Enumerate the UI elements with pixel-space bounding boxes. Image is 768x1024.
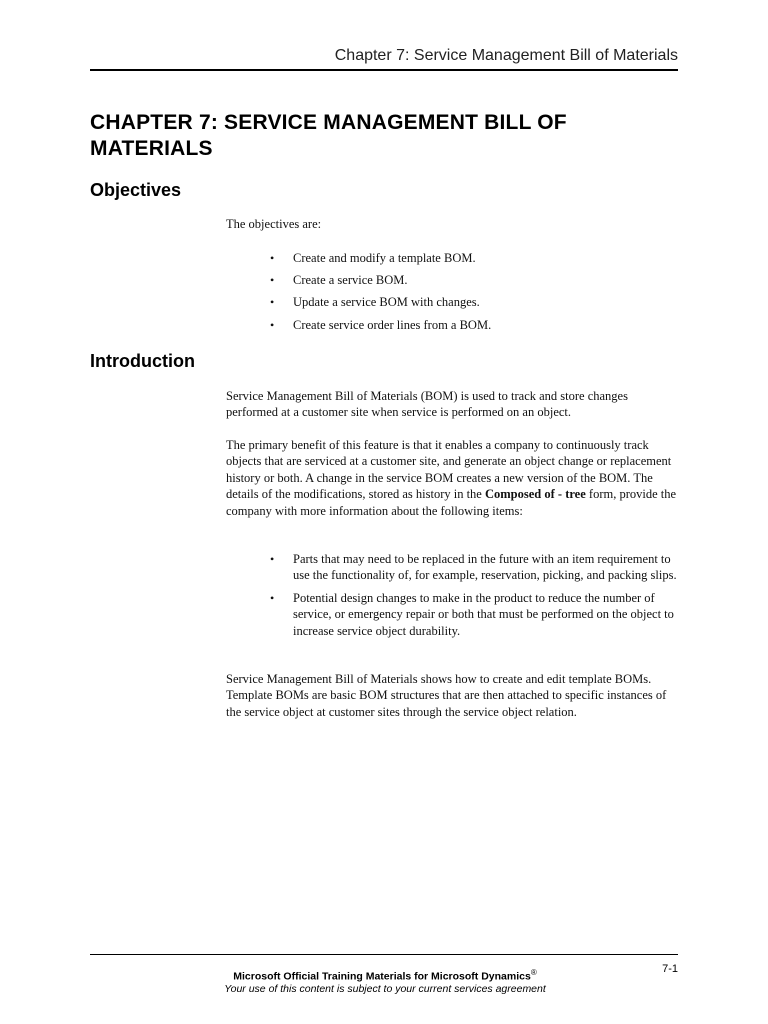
bullet-icon: •	[270, 295, 275, 310]
composed-of-tree-form-name: Composed of - tree	[484, 487, 586, 502]
footer-title	[150, 968, 620, 983]
introduction-heading: Introduction	[90, 351, 195, 371]
list-item-text: Create service order lines from a BOM.	[293, 317, 492, 332]
chapter-title: CHAPTER 7: SERVICE MANAGEMENT BILL OF MATERIALS	[90, 111, 567, 160]
bullet-icon: •	[270, 590, 275, 605]
intro-paragraph-3: Service Management Bill of Materials shows how to create and edit template BOMs. Template BOMs are basic BOM structures that are then attached to specific instances of the service object at customer sites through the service object relation.	[226, 672, 667, 719]
list-item-text: Potential design changes to make in the product to reduce the number of service, or emergency repair or both that must be performed on the object to increase service object durability.	[293, 590, 674, 638]
bullet-icon: •	[270, 552, 275, 566]
objectives-list	[226, 250, 681, 339]
running-header: Chapter 7: Service Management Bill of Materials	[334, 47, 678, 64]
header-rule	[90, 69, 678, 71]
list-item-text: Parts that may need to be replaced in the future with an item requirement to use the functionality of, for example, reservation, picking, and packing slips.	[293, 552, 677, 583]
list-item	[226, 551, 681, 584]
footer-notice: Your use of this content is subject to your current services agreement	[224, 983, 546, 995]
list-item	[226, 317, 681, 333]
list-item-text: Create a service BOM.	[293, 273, 408, 288]
objectives-heading: Objectives	[90, 180, 182, 200]
bullet-icon: •	[270, 273, 275, 288]
objectives-intro: The objectives are:	[226, 217, 322, 231]
list-item-text: Create and modify a template BOM.	[293, 251, 476, 265]
list-item	[226, 294, 681, 310]
intro-paragraph-2-text-a: The primary benefit of this feature is that it enables a company to continuously track objects that are serviced at a customer site, and generate an object change or replacement history or both. A change in the service BOM creates a new version of the BOM. The details of the modifications, stored as history in the	[226, 438, 672, 502]
footer-rule	[90, 954, 678, 955]
list-item	[226, 272, 681, 288]
bullet-icon: •	[270, 317, 275, 332]
intro-paragraph-1: Service Management Bill of Materials (BOM) is used to track and store changes performed at a customer site when service is performed on an object.	[226, 389, 628, 420]
list-item	[226, 590, 681, 639]
bullet-icon: •	[270, 251, 275, 265]
footer-title-text: Microsoft Official Training Materials for Microsoft Dynamics	[233, 970, 531, 983]
list-item-text: Update a service BOM with changes.	[293, 295, 480, 310]
intro-paragraph-2-text-b: form, provide the company with more information about the following items:	[226, 487, 677, 518]
page-number: 7-1	[662, 963, 678, 975]
intro-paragraph-2	[226, 437, 681, 519]
list-item	[226, 250, 681, 266]
registered-trademark: ®	[530, 968, 537, 977]
intro-list	[226, 551, 681, 645]
